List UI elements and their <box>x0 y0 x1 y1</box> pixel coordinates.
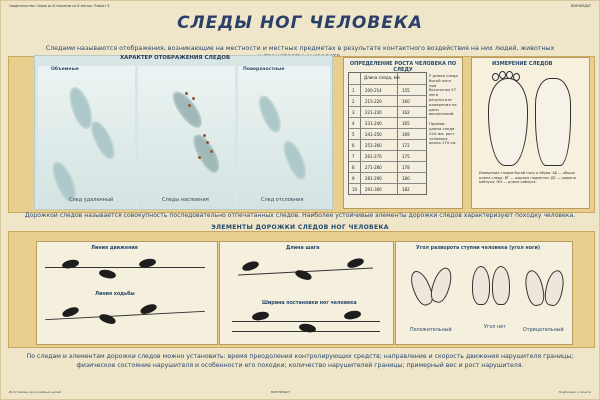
photo-3 <box>238 66 330 209</box>
row-index: 2 <box>352 99 355 104</box>
foot-print <box>542 269 566 308</box>
row-index: 10 <box>352 187 358 192</box>
footer-right: Подписано к печати <box>558 390 591 394</box>
shoe-print <box>492 266 510 305</box>
foot-width-title: Ширина постановки ног человека <box>262 301 357 306</box>
footprint-mark <box>280 138 311 183</box>
soil-particle <box>210 150 213 153</box>
table-note-2: Пример: длина следа 244 мм, рост человека около 170 см. <box>429 121 457 146</box>
step-length-panel <box>219 241 394 345</box>
photo-label-surface: Поверхностные <box>243 67 285 72</box>
motion-line-title: Линия движения <box>91 246 138 251</box>
foot-width-line <box>232 321 380 322</box>
grid-divider <box>349 84 426 85</box>
photo-caption-1: След удаленный <box>69 197 114 203</box>
toe-shape <box>499 71 506 79</box>
footprint-mark <box>87 118 119 163</box>
soil-particle <box>198 156 201 159</box>
row-range: 241-250 <box>365 132 382 137</box>
soil-particle <box>203 134 206 137</box>
grid-divider <box>349 128 426 129</box>
row-index: 3 <box>352 110 355 115</box>
header-right: ВОЕНИЗДАТ <box>570 4 591 8</box>
row-height: 162 <box>402 110 410 115</box>
soil-particle <box>192 97 195 100</box>
row-height: 178 <box>402 165 410 170</box>
foot-angle-title: Угол разворота ступни человека (угол ноги) <box>416 246 541 251</box>
header-left: Свидетельство: Серия из 8 плакатов на 8 листах. Плакат 3. <box>9 4 111 8</box>
track-elements-title: ЭЛЕМЕНТЫ ДОРОЖКИ СЛЕДОВ НОГ ЧЕЛОВЕКА <box>211 224 389 231</box>
footprint-mark <box>189 131 224 177</box>
grid-divider <box>360 73 361 194</box>
row-range: 281-290 <box>365 176 382 181</box>
measure-panel <box>471 57 590 209</box>
grid-divider <box>349 106 426 107</box>
height-table <box>343 57 463 209</box>
photo-caption-2: Следы наслоения <box>162 197 209 203</box>
table-note-1: Р длина следа босой ноги при босоногом 27 мм в результате измерения не дало вычислений. <box>429 73 458 117</box>
grid-divider <box>397 73 398 194</box>
toe-shape <box>513 73 520 81</box>
page-subtitle: Следами называются отображения, возникающие на местности и местных предметах в результате контактного воздействия на них людей, животных <box>45 45 555 52</box>
shoe-print <box>241 260 260 273</box>
grid-divider <box>349 95 426 96</box>
row-height: 182 <box>402 187 410 192</box>
walking-lines-panel <box>36 241 218 345</box>
bare-foot-outline <box>488 78 528 166</box>
footer-left: Изготовлено для учебных целей <box>9 390 61 394</box>
soil-particle <box>185 92 188 95</box>
angle-label-zero: Угол нет <box>484 325 506 330</box>
shoe-outline <box>535 78 571 166</box>
row-height: 165 <box>402 121 410 126</box>
row-range: 221-230 <box>365 110 382 115</box>
grid-divider <box>349 150 426 151</box>
shoe-print <box>98 312 117 325</box>
foot-print <box>428 265 455 304</box>
bottom-description: По следам и элементам дорожки следов можно установить: время преодоления контролирующих средств; направление и скорость движения нарушителя границы; физическое состояние нарушителя и особенности его походки; количество нарушителей границы; примерный вес и рост нарушителя. <box>26 353 574 369</box>
row-index: 4 <box>352 121 355 126</box>
row-height: 180 <box>402 176 410 181</box>
step-length-title: Длина шага <box>286 246 320 251</box>
row-range: 215-220 <box>365 99 382 104</box>
track-description: Дорожкой следов называется совокупность последовательно отпечатанных следов. Наиболее устойчивые элементы дорожки следов характеризуют походку человека. <box>24 212 576 219</box>
table-notes <box>429 74 458 146</box>
measure-title: ИЗМЕРЕНИЕ СЛЕДОВ <box>492 61 553 67</box>
shoe-print <box>343 310 361 321</box>
grid-divider <box>349 183 426 184</box>
table-title: ОПРЕДЕЛЕНИЕ РОСТА ЧЕЛОВЕКА ПО СЛЕДУ <box>349 61 457 73</box>
footer-mid: ВОЕНИЗДАТ <box>271 390 290 394</box>
foot-angle-panel <box>395 241 573 345</box>
row-range: 231-240 <box>365 121 382 126</box>
measure-text: Измерение следов босой ноги и обуви: АБ — общая длина следа; ВГ — ширина подметки; ДЕ — ширина каблука; ЖЗ — длина каблука. <box>479 171 576 185</box>
grid-divider <box>349 172 426 173</box>
shoe-print <box>472 266 490 305</box>
angle-label-positive: Положительный <box>410 328 452 333</box>
height-grid <box>348 72 427 195</box>
angle-label-negative: Отрицательный <box>523 328 564 333</box>
row-height: 175 <box>402 154 410 159</box>
grid-divider <box>349 117 426 118</box>
soil-particle <box>206 141 209 144</box>
toe-shape <box>506 71 513 79</box>
photo-panel <box>34 55 333 210</box>
table-header: Длина следа, мм <box>364 75 400 80</box>
footprint-mark <box>255 92 285 135</box>
row-index: 6 <box>352 143 355 148</box>
shoe-print <box>251 311 269 322</box>
row-range: 291-300 <box>365 187 382 192</box>
grid-divider <box>349 161 426 162</box>
row-index: 9 <box>352 176 355 181</box>
page-title: СЛЕДЫ НОГ ЧЕЛОВЕКА <box>177 13 423 33</box>
row-height: 160 <box>402 99 410 104</box>
row-height: 169 <box>402 132 410 137</box>
row-index: 8 <box>352 165 355 170</box>
row-index: 7 <box>352 154 355 159</box>
row-height: 155 <box>402 88 410 93</box>
row-index: 5 <box>352 132 355 137</box>
row-range: 261-270 <box>365 154 382 159</box>
photo-2 <box>138 66 235 209</box>
photo-caption-3: След отслоения <box>261 197 304 203</box>
photo-1 <box>38 66 135 209</box>
foot-print <box>522 269 546 308</box>
row-range: 200-214 <box>365 88 382 93</box>
photo-label-volume: Объемные <box>51 67 79 72</box>
row-range: 271-280 <box>365 165 382 170</box>
shoe-print <box>98 268 116 279</box>
row-range: 251-260 <box>365 143 382 148</box>
row-height: 172 <box>402 143 410 148</box>
walking-line-title: Линия ходьбы <box>95 292 135 297</box>
photo-title: ХАРАКТЕР ОТОБРАЖЕНИЯ СЛЕДОВ <box>120 55 231 61</box>
soil-particle <box>188 104 191 107</box>
toe-shape <box>492 73 499 81</box>
row-index: 1 <box>352 88 355 93</box>
grid-divider <box>349 139 426 140</box>
